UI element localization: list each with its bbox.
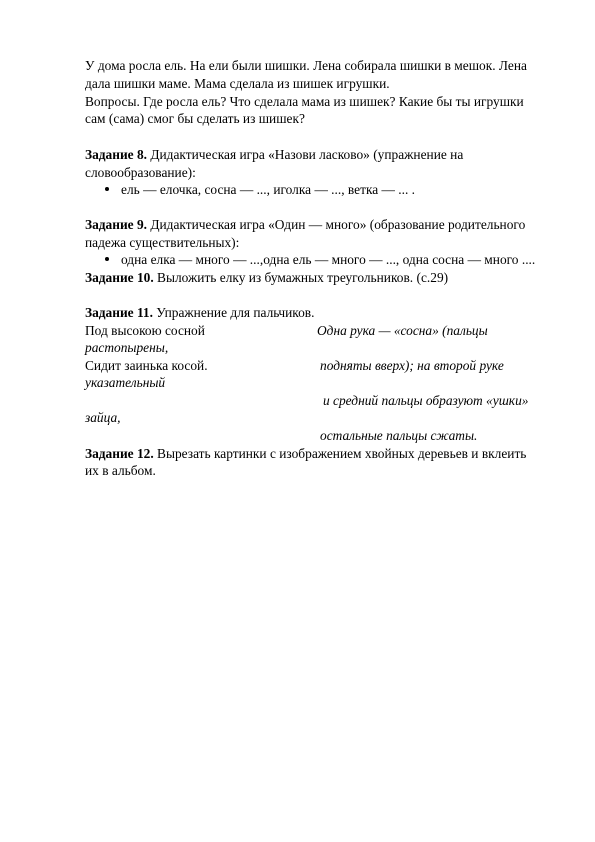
task-12-text: Вырезать картинки с изображением хвойных деревьев и вклеить	[153, 446, 527, 461]
story-line-4: сам (сама) смог бы сделать из шишек?	[85, 111, 305, 126]
story-line-1: У дома росла ель. На ели были шишки. Лена собирала шишки в мешок. Лена	[85, 58, 527, 73]
task-11-text: Упражнение для пальчиков.	[152, 305, 315, 320]
task-8-text: Дидактическая игра «Назови ласково» (упражнение на	[147, 147, 464, 162]
task-12-heading	[85, 446, 526, 462]
task-9-label: Задание 9.	[85, 217, 147, 232]
task-8-label: Задание 8.	[85, 147, 147, 162]
task-9-text: Дидактическая игра «Один — много» (образование родительного	[147, 217, 526, 232]
task-10-text: Выложить елку из бумажных треугольников. (с.29)	[153, 270, 449, 285]
bullet-icon	[105, 257, 109, 261]
task-9-bullet-item: одна елка — много — ...,одна ель — много — ..., одна сосна — много ....	[121, 252, 536, 267]
task-8-heading	[85, 147, 463, 163]
task-12-line-2: их в альбом.	[85, 463, 156, 478]
instruction-line-1: Одна рука — «сосна» (пальцы	[317, 323, 488, 338]
poem-line-2: Сидит заинька косой.	[85, 358, 208, 373]
task-11-heading	[85, 305, 314, 321]
task-10-heading	[85, 270, 448, 286]
instruction-line-6: зайца,	[85, 410, 121, 425]
task-9-heading	[85, 217, 525, 233]
task-8-line-2: словообразование):	[85, 165, 196, 180]
story-line-2: дала шишки маме. Мама сделала из шишек игрушки.	[85, 76, 390, 91]
instruction-line-7: остальные пальцы сжаты.	[320, 428, 478, 443]
poem-line-1: Под высокою сосной	[85, 323, 205, 338]
task-12-label: Задание 12.	[85, 446, 154, 461]
instruction-line-4: указательный	[85, 375, 166, 390]
bullet-icon	[105, 187, 109, 191]
task-9-line-2: падежа существительных):	[85, 235, 240, 250]
story-line-3: Вопросы. Где росла ель? Что сделала мама из шишек? Какие бы ты игрушки	[85, 94, 524, 109]
instruction-line-3: подняты вверх); на второй руке	[320, 358, 504, 373]
instruction-line-5: и средний пальцы образуют «ушки»	[323, 393, 529, 408]
task-8-bullet-item: ель — елочка, сосна — ..., иголка — ..., ветка — ... .	[121, 182, 416, 197]
task-10-label: Задание 10.	[85, 270, 154, 285]
task-11-label: Задание 11.	[85, 305, 153, 320]
instruction-line-2: растопырены,	[85, 340, 169, 355]
